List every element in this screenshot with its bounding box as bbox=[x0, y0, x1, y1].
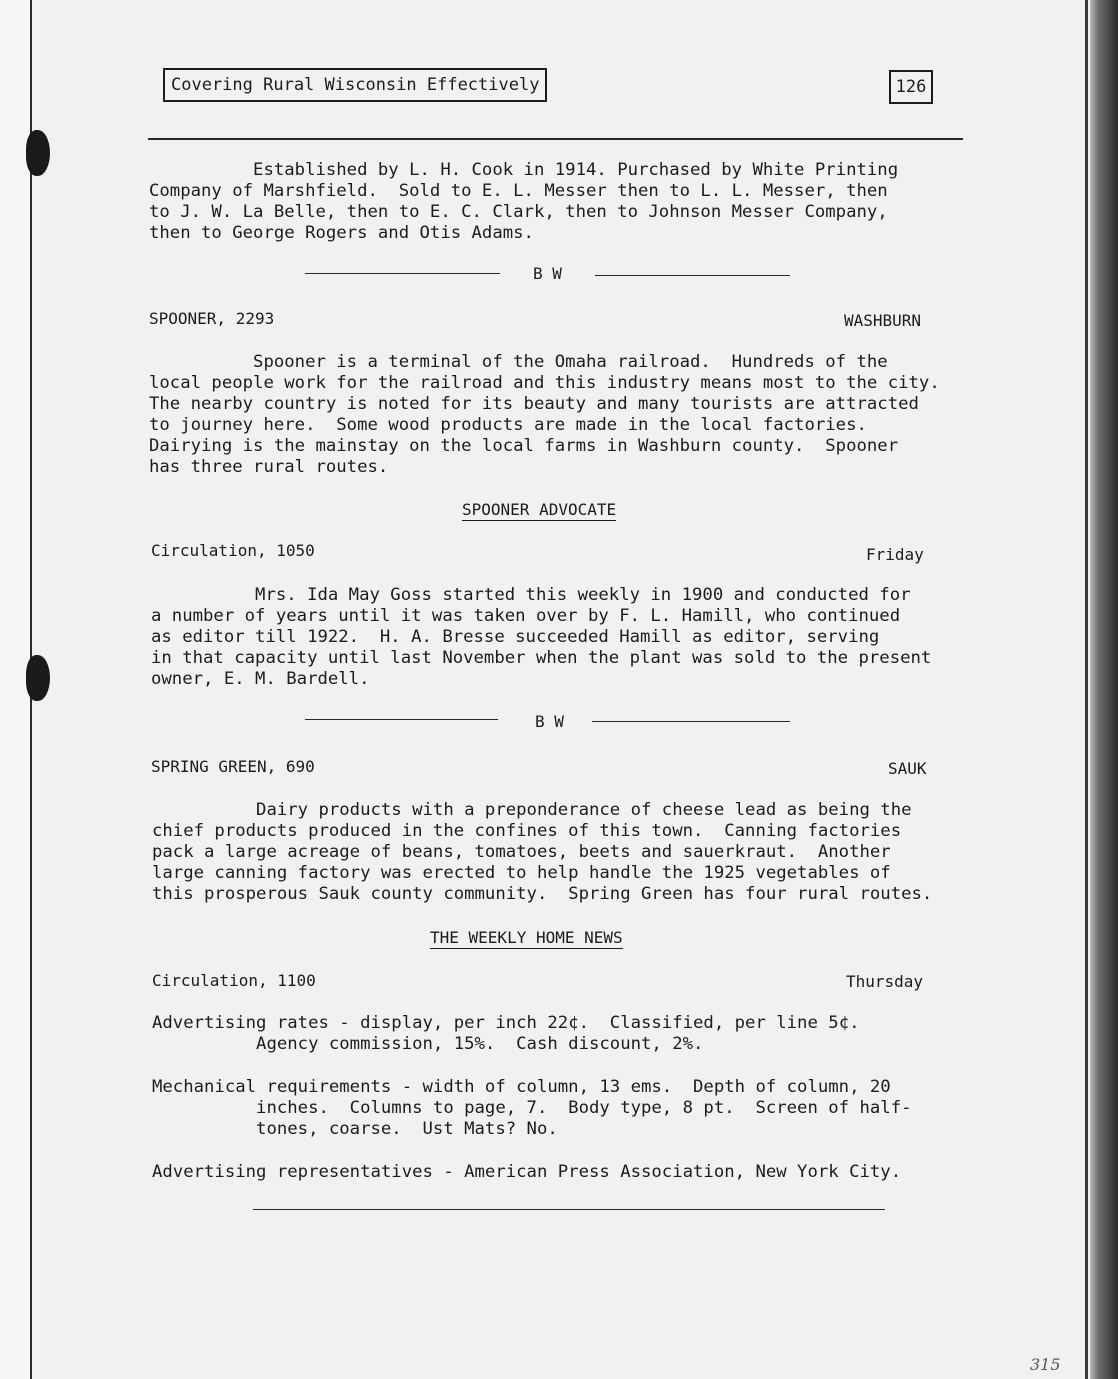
mechanical-line-1: Mechanical requirements - width of column, 13 ems. Depth of column, 20 bbox=[152, 1077, 891, 1097]
circulation: Circulation, 1100 bbox=[152, 971, 316, 990]
separator-rule-left bbox=[305, 273, 500, 274]
header-rule bbox=[148, 138, 963, 140]
newspaper-name: THE WEEKLY HOME NEWS bbox=[430, 928, 623, 947]
advocate-history-line-1: Mrs. Ida May Goss started this weekly in 1900 and conducted for bbox=[151, 585, 911, 605]
advertising-rates-line-2: Agency commission, 15%. Cash discount, 2%. bbox=[152, 1034, 704, 1054]
separator-rule-right bbox=[592, 721, 790, 722]
intro-line-3: to J. W. La Belle, then to E. C. Clark, then to Johnson Messer Company, bbox=[149, 202, 888, 222]
page-edge-shadow bbox=[1090, 0, 1118, 1379]
spring-green-desc-line-4: large canning factory was erected to help handle the 1925 vegetables of bbox=[152, 863, 891, 883]
binder-hole-top bbox=[26, 130, 50, 176]
spooner-desc-line-6: has three rural routes. bbox=[149, 457, 389, 477]
separator-rule-left bbox=[305, 719, 498, 720]
separator-label: B W bbox=[533, 264, 562, 283]
advertising-representatives: Advertising representatives - American Press Association, New York City. bbox=[152, 1162, 902, 1182]
handwritten-page-number: 315 bbox=[1030, 1355, 1061, 1374]
spooner-desc-line-2: local people work for the railroad and this industry means most to the city. bbox=[149, 373, 940, 393]
binder-hole-bottom bbox=[26, 655, 50, 701]
county-name: WASHBURN bbox=[844, 311, 922, 330]
newspaper-name: SPOONER ADVOCATE bbox=[462, 500, 617, 519]
spring-green-desc-line-3: pack a large acreage of beans, tomatoes, beets and sauerkraut. Another bbox=[152, 842, 891, 862]
advocate-history-line-5: owner, E. M. Bardell. bbox=[151, 669, 370, 689]
intro-line-2: Company of Marshfield. Sold to E. L. Messer then to L. L. Messer, then bbox=[149, 181, 888, 201]
town-heading: SPOONER, 2293 bbox=[149, 309, 275, 328]
town-heading: SPRING GREEN, 690 bbox=[151, 757, 315, 776]
mechanical-line-2: inches. Columns to page, 7. Body type, 8 pt. Screen of half- bbox=[152, 1098, 912, 1118]
circulation: Circulation, 1050 bbox=[151, 541, 315, 560]
spring-green-desc-line-5: this prosperous Sauk county community. Spring Green has four rural routes. bbox=[152, 884, 933, 904]
spooner-desc-line-4: to journey here. Some wood products are made in the local factories. bbox=[149, 415, 867, 435]
separator-label: B W bbox=[535, 712, 564, 731]
page-edge-line bbox=[1085, 0, 1088, 1379]
page-number: 126 bbox=[889, 70, 933, 104]
publication-day: Thursday bbox=[846, 972, 924, 991]
spring-green-desc-line-2: chief products produced in the confines of this town. Canning factories bbox=[152, 821, 902, 841]
spooner-desc-line-3: The nearby country is noted for its beauty and many tourists are attracted bbox=[149, 394, 919, 414]
advocate-history-line-3: as editor till 1922. H. A. Bresse succeeded Hamill as editor, serving bbox=[151, 627, 880, 647]
intro-line-4: then to George Rogers and Otis Adams. bbox=[149, 223, 534, 243]
county-name: SAUK bbox=[888, 759, 927, 778]
spring-green-desc-line-1: Dairy products with a preponderance of cheese lead as being the bbox=[152, 800, 912, 820]
footer-rule bbox=[253, 1209, 885, 1210]
separator-rule-right bbox=[595, 275, 790, 276]
mechanical-line-3: tones, coarse. Ust Mats? No. bbox=[152, 1119, 558, 1139]
spooner-desc-line-1: Spooner is a terminal of the Omaha railroad. Hundreds of the bbox=[149, 352, 888, 372]
intro-line-1: Established by L. H. Cook in 1914. Purchased by White Printing bbox=[149, 160, 899, 180]
running-title: Covering Rural Wisconsin Effectively bbox=[163, 68, 547, 102]
spooner-desc-line-5: Dairying is the mainstay on the local farms in Washburn county. Spooner bbox=[149, 436, 899, 456]
advocate-history-line-2: a number of years until it was taken over by F. L. Hamill, who continued bbox=[151, 606, 901, 626]
advertising-rates-line-1: Advertising rates - display, per inch 22¢. Classified, per line 5¢. bbox=[152, 1013, 860, 1033]
publication-day: Friday bbox=[866, 545, 924, 564]
advocate-history-line-4: in that capacity until last November when the plant was sold to the present bbox=[151, 648, 932, 668]
